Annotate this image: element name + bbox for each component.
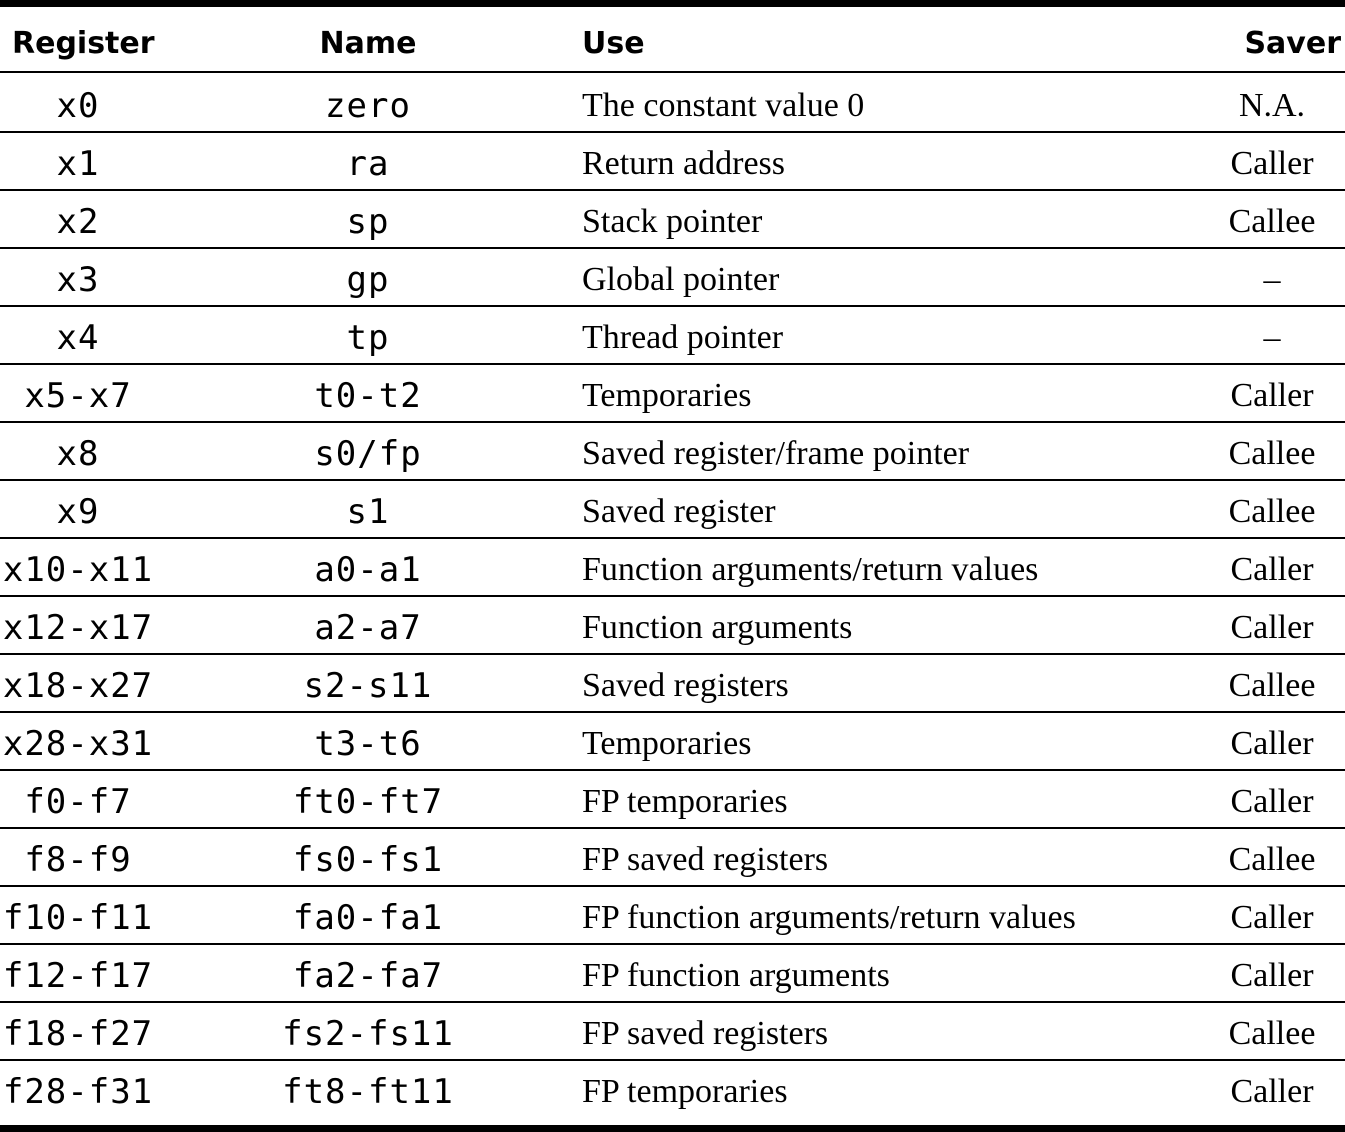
table-row [0,713,1345,771]
register-cell: x2 [56,202,100,242]
saver-cell: Caller [1230,551,1314,588]
table-row [0,481,1345,539]
name-cell: sp [346,202,390,242]
name-cell: t3-t6 [314,724,422,764]
saver-cell: Caller [1230,1073,1314,1110]
header-register: Register [12,26,155,61]
name-cell: ft8-ft11 [282,1072,454,1112]
saver-cell: Callee [1228,203,1316,240]
saver-cell: Caller [1230,725,1314,762]
use-cell: Function arguments [582,609,853,646]
saver-cell: Callee [1228,667,1316,704]
register-cell: x28-x31 [2,724,154,764]
name-cell: gp [346,260,390,300]
register-cell: x8 [56,434,100,474]
saver-cell: Caller [1230,145,1314,182]
table-row [0,829,1345,887]
table-row [0,771,1345,829]
use-cell: Temporaries [582,725,752,762]
saver-cell: Callee [1228,435,1316,472]
register-cell: x5-x7 [24,376,132,416]
register-cell: f8-f9 [24,840,132,880]
register-cell: f18-f27 [2,1014,154,1054]
header-saver: Saver [1244,26,1341,61]
name-cell: t0-t2 [314,376,422,416]
table-row [0,655,1345,713]
use-cell: FP saved registers [582,1015,829,1052]
saver-cell: Caller [1230,783,1314,820]
use-cell: FP saved registers [582,841,829,878]
header-use: Use [582,26,645,61]
table-row [0,133,1345,191]
register-cell: f28-f31 [2,1072,154,1112]
use-cell: Global pointer [582,261,780,298]
header-row [0,7,1345,73]
saver-cell: Callee [1228,841,1316,878]
name-cell: fa2-fa7 [292,956,444,996]
name-cell: s0/fp [314,434,422,474]
use-cell: FP temporaries [582,783,788,820]
saver-cell: Callee [1228,1015,1316,1052]
register-cell: x1 [56,144,100,184]
table-row [0,75,1345,133]
use-cell: Function arguments/return values [582,551,1039,588]
table-row [0,1003,1345,1061]
name-cell: s2-s11 [303,666,433,706]
table-row [0,191,1345,249]
table-row [0,423,1345,481]
register-cell: x0 [56,86,100,126]
header-name: Name [319,26,417,61]
register-cell: x4 [56,318,100,358]
name-cell: s1 [346,492,390,532]
use-cell: Temporaries [582,377,752,414]
saver-cell: Caller [1230,899,1314,936]
table-row [0,1061,1345,1119]
use-cell: The constant value 0 [582,87,865,124]
name-cell: fa0-fa1 [292,898,444,938]
saver-cell: Caller [1230,957,1314,994]
use-cell: Saved registers [582,667,789,704]
table-row [0,307,1345,365]
register-cell: x10-x11 [2,550,154,590]
name-cell: zero [325,86,411,126]
saver-cell: Caller [1230,609,1314,646]
saver-cell: – [1263,261,1281,298]
table-row [0,249,1345,307]
register-cell: x12-x17 [2,608,154,648]
top-rule [0,0,1345,7]
use-cell: Saved register/frame pointer [582,435,970,472]
register-cell: f0-f7 [24,782,132,822]
name-cell: a0-a1 [314,550,422,590]
use-cell: FP function arguments/return values [582,899,1076,936]
name-cell: fs2-fs11 [282,1014,454,1054]
saver-cell: Caller [1230,377,1314,414]
register-cell: f10-f11 [2,898,154,938]
bottom-rule [0,1125,1345,1132]
name-cell: tp [346,318,390,358]
name-cell: a2-a7 [314,608,422,648]
register-cell: x9 [56,492,100,532]
saver-cell: N.A. [1238,87,1306,124]
table-row [0,365,1345,423]
register-cell: x18-x27 [2,666,154,706]
use-cell: Return address [582,145,786,182]
use-cell: Saved register [582,493,776,530]
table-row [0,597,1345,655]
table-row [0,945,1345,1003]
register-cell: x3 [56,260,100,300]
use-cell: Stack pointer [582,203,763,240]
name-cell: ft0-ft7 [292,782,444,822]
saver-cell: – [1263,319,1281,356]
table-row [0,887,1345,945]
register-cell: f12-f17 [2,956,154,996]
use-cell: FP function arguments [582,957,890,994]
name-cell: ra [346,144,390,184]
table-row [0,539,1345,597]
use-cell: FP temporaries [582,1073,788,1110]
table-body [0,75,1345,1119]
name-cell: fs0-fs1 [292,840,444,880]
saver-cell: Callee [1228,493,1316,530]
use-cell: Thread pointer [582,319,784,356]
